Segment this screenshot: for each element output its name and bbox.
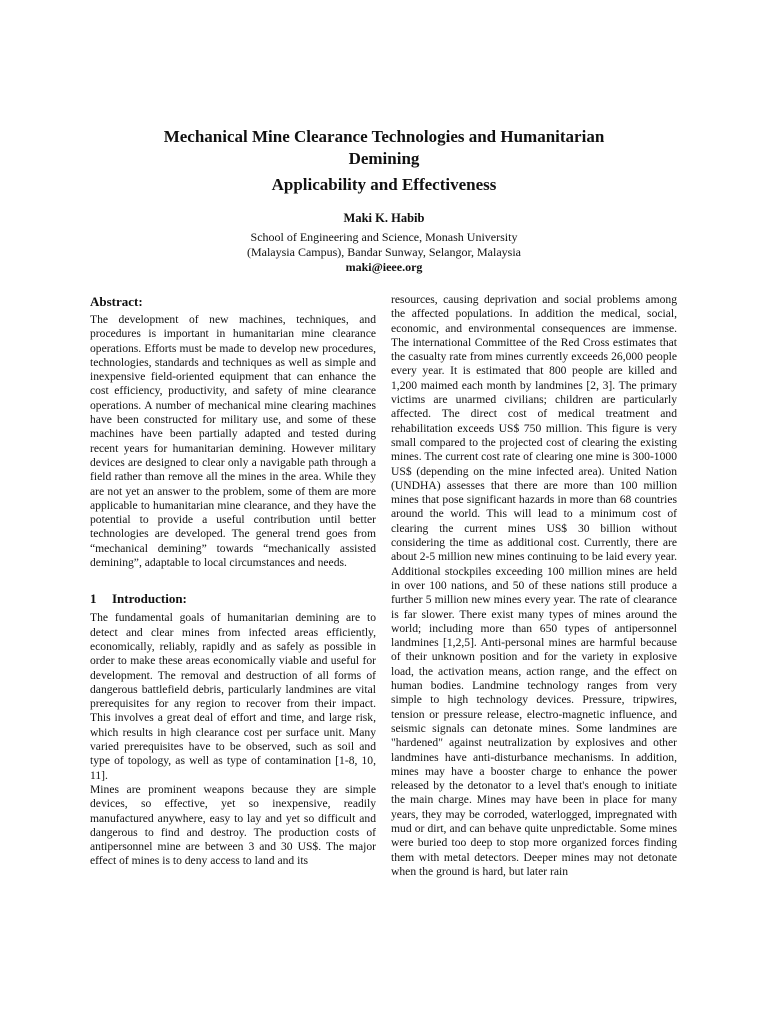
affiliation-line1: School of Engineering and Science, Monash University — [250, 230, 518, 244]
paper-subtitle: Applicability and Effectiveness — [271, 175, 497, 194]
section-number: 1 — [90, 591, 97, 607]
intro-paragraph-2-continued: resources, causing deprivation and social problems among the affected populations. In addition the medical, social, economic, and environmental consequences are immense. The international Committee of the Red Cross estimates that the casualty rate from mines currently exceeds 26,000 people every year. It is estimated that 800 people are killed and 1,200 maimed each month by landmines [2, 3]. The primary victims are unarmed civilians; children are particularly affected. The direct cost of medical treatment and rehabilitation exceeds US$ 750 million. This figure is very small compared to the projected cost of clearing the existing mines. The current cost rate of clearing one mine is 300-1000 US$ (depending on the mine infected area). United Nation (UNDHA) assesses that there are more than 100 million mines that pose significant hazards in more than 68 countries around the world. This will lead to a minimum cost of clearing the current mines US$ 30 billion without considering the time as additional cost. Currently, there are about 2-5 million new mines continuing to be laid every year. Additional stockpiles exceeding 100 million mines are held in over 100 nations, and 50 of these nations still produce a further 5 million new mines every year. The rate of clearance is far slower. There exist many types of mines around the world; including more than 650 types of antipersonnel landmines [1,2,5]. Anti-personal mines are harmful because of their unknown position and for the variety in explosive load, the activation means, action range, and the effect on human bodies. Landmine technology ranges from very simple to high technology devices. Pressure, tripwires, tension or pressure release, electro-magnetic influence, and seismic signals can detonate mines. Some landmines are "hardened" against neutralization by explosives and other landmines have anti-disturbance mechanisms. In addition, mines may have a booster charge to enhance the power released by the detonator to a level that's enough to initiate the main charge. Mines may have been in place for many years, they may be corroded, waterlogged, impregnated with mud or dirt, and can behave quite unpredictable. Some mines were buried too deep to stop more organized forces finding them with metal detectors. Deeper mines may not detonate when the ground is hard, but later rain — [391, 293, 677, 878]
intro-paragraph-1: The fundamental goals of humanitarian demining are to detect and clear mines from infected areas efficiently, economically, reliably, rapidly and as safely as possible in order to make these areas economically viable and useful for development. The removal and destruction of all forms of dangerous battlefield debris, particularly landmines are vital prerequisites for any region to recover from their impact. This involves a great deal of effort and time, and large risk, which results in high clearance cost per surface unit. Many varied prerequisites have to be observed, such as soil and type of topology, as well as type of contamination [1-8, 10, 11]. — [90, 611, 376, 782]
affiliation-line2: (Malaysia Campus), Bandar Sunway, Selangor, Malaysia — [246, 245, 521, 259]
section-title: Introduction: — [112, 591, 187, 607]
abstract-text: The development of new machines, techniques, and procedures is important in humanitarian mine clearance operations. Efforts must be made to develop new procedures, technologies, standards and techniques as well as simple and inexpensive field-oriented equipment that can enhance the cost efficiency, productivity, and safety of mine clearance operations. A number of mechanical mine clearing machines have been constructed for military use, and some of these machines have been partially adapted and tested during recent years for humanitarian demining. However military devices are designed to clear only a navigable path through a field rather than remove all the mines in the area. While they are not yet an answer to the problem, some of them are more applicable to humanitarian mine clearance, and they have the potential to provide a useful contribution until better technologies are developed. The general trend goes from “mechanical demining” towards “mechanically assisted demining”, adaptable to local circumstances and needs. — [90, 313, 376, 570]
author-name: Maki K. Habib — [343, 211, 425, 225]
right-column — [391, 293, 677, 879]
left-column — [90, 294, 376, 869]
author-affiliation — [150, 230, 618, 275]
introduction-heading — [90, 591, 376, 607]
paper-title-line1: Mechanical Mine Clearance Technologies and Humanitarian — [163, 127, 605, 146]
paper-title-line2: Demining — [348, 149, 420, 168]
intro-paragraph-2: Mines are prominent weapons because they are simple devices, so effective, yet so inexpensive, readily manufactured anywhere, easy to lay and yet so difficult and dangerous to find and destroy. The production costs of antipersonnel mine are between 3 and 30 US$. The major effect of mines is to deny access to land and its — [90, 782, 376, 868]
abstract-heading: Abstract: — [90, 294, 143, 309]
paper-title — [90, 126, 678, 170]
author-email: maki@ieee.org — [345, 260, 423, 274]
